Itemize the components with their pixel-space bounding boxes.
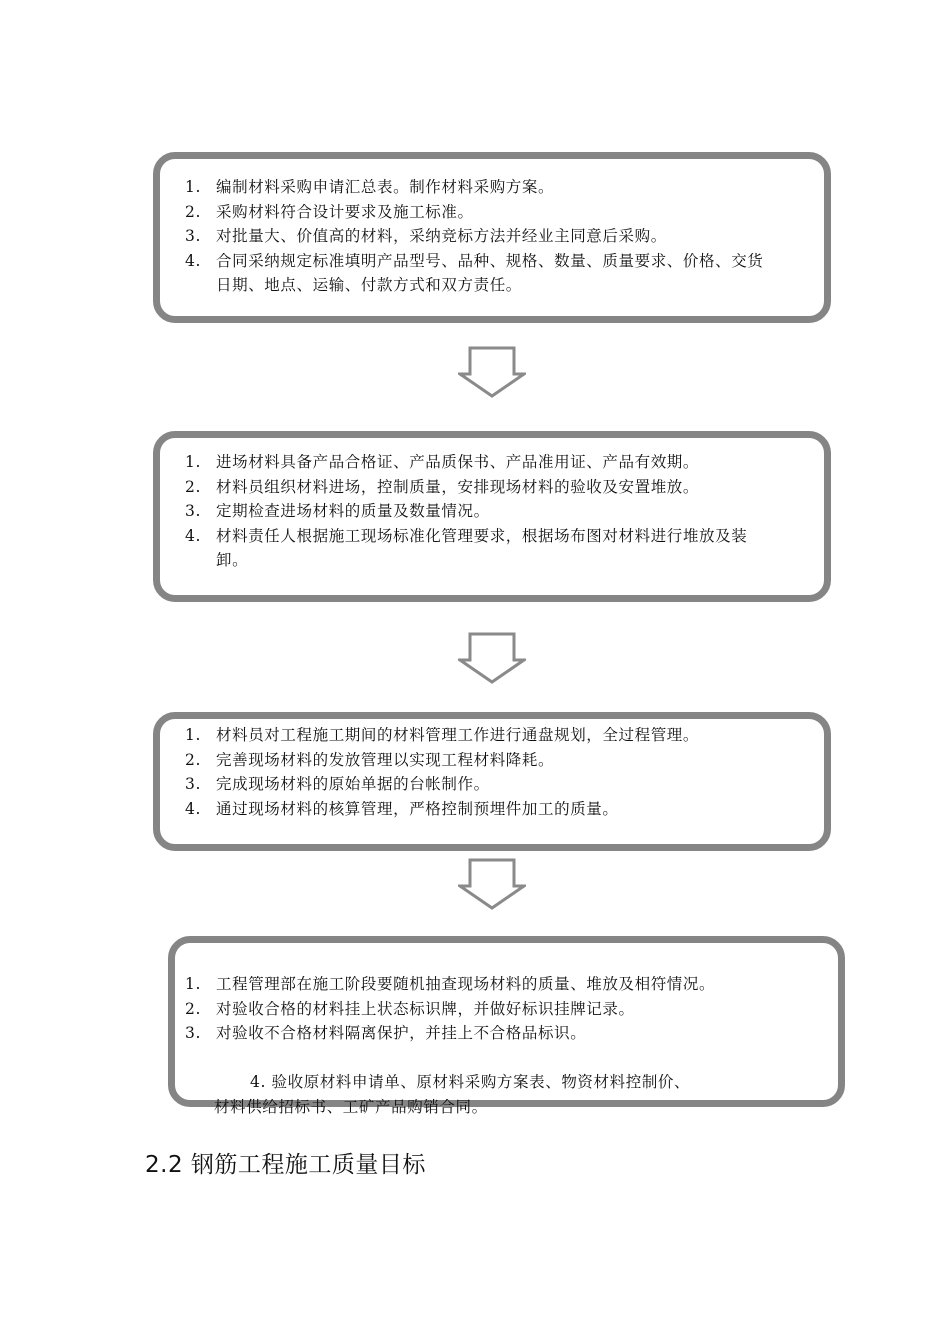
list-item: 4. 合同采纳规定标准填明产品型号、品种、规格、数量、质量要求、价格、交货日期、地点、运输、付款方式和双方责任。 (185, 251, 764, 294)
flow-list-4 (185, 972, 775, 1046)
flow-list-1 (185, 175, 775, 298)
list-item: 3. 完成现场材料的原始单据的台帐制作。 (185, 775, 490, 793)
list-item: 3. 对验收不合格材料隔离保护，并挂上不合格品标识。 (185, 1024, 587, 1042)
list-item: 2. 完善现场材料的发放管理以实现工程材料降耗。 (185, 750, 555, 769)
section-heading: 2.2 钢筋工程施工质量目标 (145, 1152, 426, 1178)
list-item-last-line-2: 材料供给招标书、工矿产品购销合同。 (214, 1098, 488, 1116)
down-arrow-icon (458, 632, 526, 684)
list-item: 3. 对批量大、价值高的材料，采纳竞标方法并经业主同意后采购。 (185, 227, 667, 245)
list-item: 4. 通过现场材料的核算管理，严格控制预埋件加工的质量。 (185, 799, 619, 818)
list-item-last-line-1: 4. 验收原材料申请单、原材料采购方案表、物资材料控制价、 (250, 1073, 691, 1091)
list-item: 2. 对验收合格的材料挂上状态标识牌，并做好标识挂牌记录。 (185, 999, 635, 1018)
flow-list-2 (185, 450, 775, 573)
list-item: 1. 进场材料具备产品合格证、产品质保书、产品准用证、产品有效期。 (185, 453, 700, 471)
list-item: 1. 工程管理部在施工阶段要随机抽查现场材料的质量、堆放及相符情况。 (185, 975, 716, 993)
list-item: 4. 材料责任人根据施工现场标准化管理要求，根据场布图对材料进行堆放及装卸。 (185, 526, 748, 569)
down-arrow-icon (458, 346, 526, 398)
list-item: 1. 编制材料采购申请汇总表。制作材料采购方案。 (185, 178, 555, 196)
list-item: 1. 材料员对工程施工期间的材料管理工作进行通盘规划，全过程管理。 (185, 726, 700, 744)
down-arrow-icon (458, 858, 526, 910)
flow-list-3 (185, 723, 775, 821)
list-item: 2. 采购材料符合设计要求及施工标准。 (185, 202, 474, 221)
list-item: 3. 定期检查进场材料的质量及数量情况。 (185, 502, 490, 520)
list-item: 2. 材料员组织材料进场，控制质量，安排现场材料的验收及安置堆放。 (185, 477, 700, 496)
